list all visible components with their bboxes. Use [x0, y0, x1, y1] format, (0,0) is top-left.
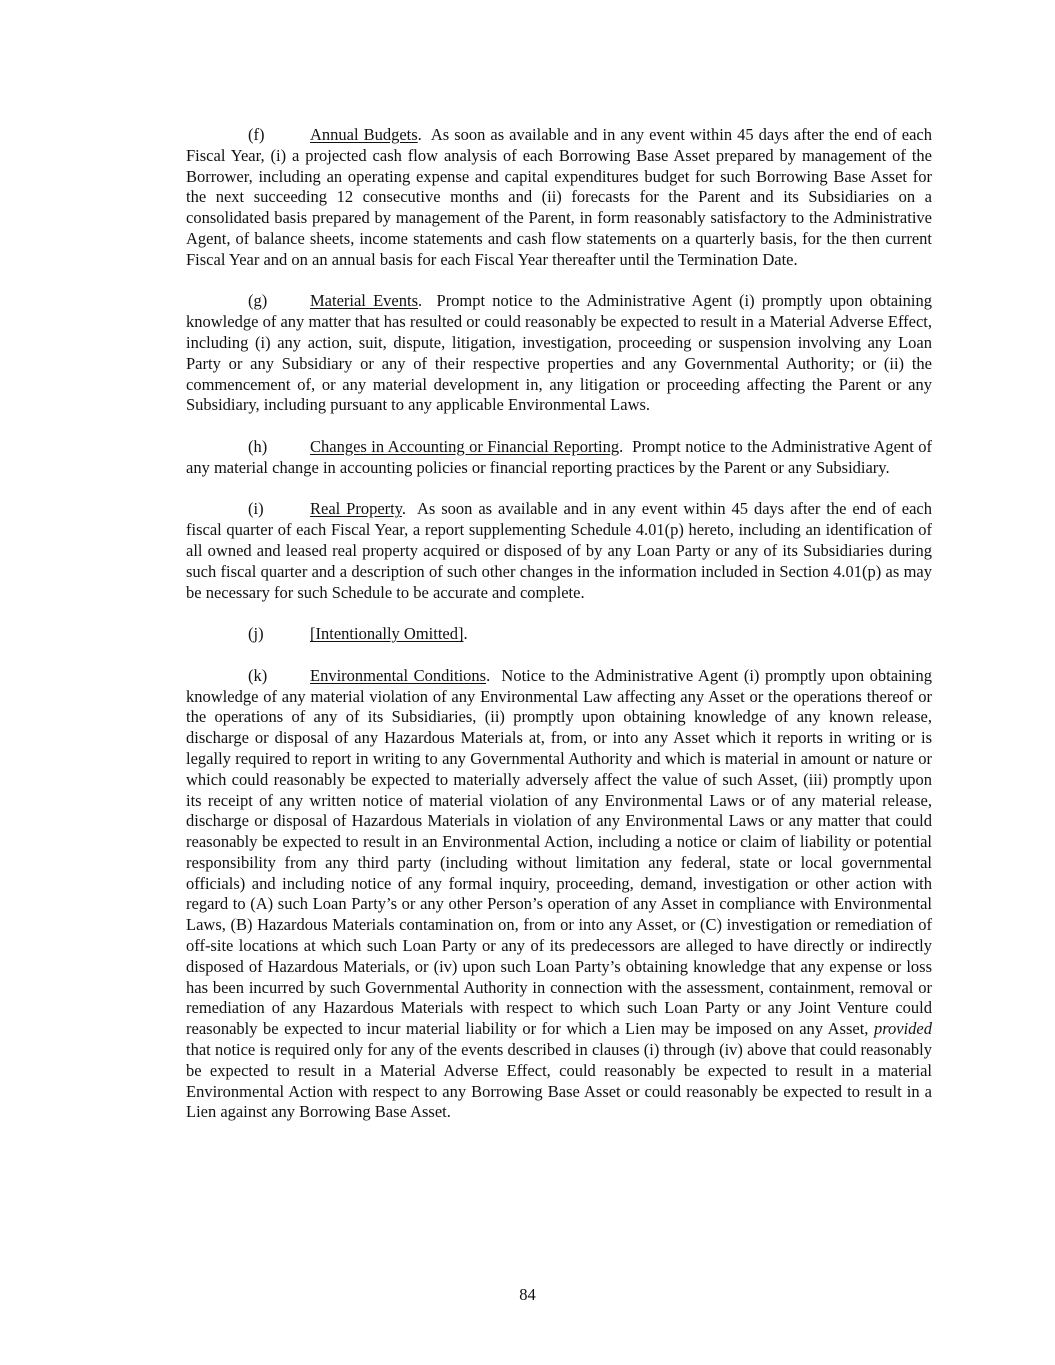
- section-body: Prompt notice to the Administrative Agent of any material change in accounting policies or financial reporting practices by the Parent or any Subsidiary.: [186, 436, 932, 477]
- section-h-paragraph: (h) Changes in Accounting or Financial Reporting. Prompt notice to the Administrative Agent of any material change in accounting policies or financial reporting practices by the Parent or any Subsidiary.: [186, 436, 932, 477]
- section-i-paragraph: (i) Real Property. As soon as available and in any event within 45 days after the end of each fiscal quarter of each Fiscal Year, a report supplementing Schedule 4.01(p) hereto, including an identification of all owned and leased real property acquired or disposed of by any Loan Party or any of its Subsidiaries during such fiscal quarter and a description of such other changes in the information included in Section 4.01(p) as may be necessary for such Schedule to be accurate and complete.: [186, 499, 932, 602]
- section-marker: (h): [248, 436, 268, 456]
- section-k-paragraph: (k) Environmental Conditions. Notice to the Administrative Agent (i) promptly upon obtaining knowledge of any material violation of any Environmental Law affecting any Asset or the operations thereof or the operations of any of its Subsidiaries, (ii) promptly upon obtaining knowledge of any known release, discharge or disposal of any Hazardous Materials at, from, or into any Asset which it reports in writing or is legally required to report in writing to any Governmental Authority and which is material in amount or nature or which could reasonably be expected to materially adversely affect the value of such Asset, (iii) promptly upon its receipt of any written notice of material violation of any Environmental Laws or of any material release, discharge or disposal of Hazardous Materials in violation of any Environmental Laws or any matter that could reasonably be expected to result in an Environmental Action, including a notice or claim of liability or potential responsibility from any third party (including without limitation any federal, state or local governmental officials) and including notice of any formal inquiry, proceeding, demand, investigation or other action with regard to (A) such Loan Party’s or any other Person’s operation of any Asset in compliance with Environmental Laws, (B) Hazardous Materials contamination on, from or into any Asset, or (C) investigation or remediation of off-site locations at which such Loan Party or any of its predecessors are alleged to have directly or indirectly disposed of Hazardous Materials, or (iv) upon such Loan Party’s obtaining knowledge that any expense or loss has been incurred by such Governmental Authority in connection with the assessment, containment, removal or remediation of any Hazardous Materials with respect to which such Loan Party or any Joint Venture could reasonably be expected to incur material liability or for which a Lien may be imposed on any Asset, provided that notice is required only for any of the events described in clauses (i) through (iv) above that could reasonably be expected to result in a Material Adverse Effect, could reasonably be expected to result in a material Environmental Action with respect to any Borrowing Base Asset or could reasonably be expected to result in a Lien against any Borrowing Base Asset.: [186, 665, 933, 1122]
- section-body: Notice to the Administrative Agent (i) promptly upon obtaining knowledge of any material violation of any Environmental Law affecting any Asset or the operations thereof or the operations of any of its Subsidiaries, (ii) promptly upon obtaining knowledge of any known release, discharge or disposal of any Hazardous Materials at, from, or into any Asset which it reports in writing or is legally required to report in writing to any Governmental Authority and which is material in amount or nature or which could reasonably be expected to materially adversely affect the value of such Asset, (iii) promptly upon its receipt of any written notice of material violation of any Environmental Laws or of any material release, discharge or disposal of Hazardous Materials in violation of any Environmental Laws or any matter that could reasonably be expected to result in an Environmental Action, including a notice or claim of liability or potential responsibility from any third party (including without limitation any federal, state or local governmental officials) and including notice of any formal inquiry, proceeding, demand, investigation or other action with regard to (A) such Loan Party’s or any other Person’s operation of any Asset in compliance with Environmental Laws, (B) Hazardous Materials contamination on, from or into any Asset, or (C) investigation or remediation of off-site locations at which such Loan Party or any of its predecessors are alleged to have directly or indirectly disposed of Hazardous Materials, or (iv) upon such Loan Party’s obtaining knowledge that any expense or loss has been incurred by such Governmental Authority in connection with the assessment, containment, removal or remediation of any Hazardous Materials with respect to which such Loan Party or any Joint Venture could reasonably be expected to incur material liability or for which a Lien may be imposed on any Asset,: [186, 665, 933, 1039]
- proviso-term: provided: [873, 1019, 932, 1039]
- section-g-paragraph: (g) Material Events. Prompt notice to the Administrative Agent (i) promptly upon obtaining knowledge of any matter that has resulted or could reasonably be expected to result in a Material Adverse Effect, including (i) any action, suit, dispute, litigation, investigation, proceeding or suspension involving any Loan Party or any Subsidiary or any of their respective properties and any Governmental Authority; or (ii) the commencement of, or any material development in, any litigation or proceeding affecting the Parent or any Subsidiary, including pursuant to any applicable Environmental Laws.: [186, 291, 933, 415]
- section-heading: Changes in Accounting or Financial Reporting: [310, 436, 620, 456]
- section-heading: [Intentionally Omitted]: [310, 624, 464, 644]
- section-body-continued: that notice is required only for any of the events described in clauses (i) through (iv) above that could reasonably be expected to result in a Material Adverse Effect, could reasonably be expected to result in a material Environmental Action with respect to any Borrowing Base Asset or could reasonably be expected to result in a Lien against any Borrowing Base Asset.: [186, 1040, 932, 1122]
- section-f-paragraph: (f) Annual Budgets. As soon as available and in any event within 45 days after the end of each Fiscal Year, (i) a projected cash flow analysis of each Borrowing Base Asset prepared by management of the Borrower, including an operating expense and capital expenditures budget for such Borrowing Base Asset for the next succeeding 12 consecutive months and (ii) forecasts for the Parent and its Subsidiaries on a consolidated basis prepared by management of the Parent, in form reasonably satisfactory to the Administrative Agent, of balance sheets, income statements and cash flow statements on a quarterly basis, for the then current Fiscal Year and on an annual basis for each Fiscal Year thereafter until the Termination Date.: [186, 125, 932, 269]
- section-body: Prompt notice to the Administrative Agent (i) promptly upon obtaining knowledge of any matter that has resulted or could reasonably be expected to result in a Material Adverse Effect, including (i) any action, suit, dispute, litigation, investigation, proceeding or suspension involving any Loan Party or any Subsidiary or any of their respective properties and any Governmental Authority; or (ii) the commencement of, or any material development in, any litigation or proceeding affecting the Parent or any Subsidiary, including pursuant to any applicable Environmental Laws.: [186, 291, 933, 415]
- section-heading: Annual Budgets: [310, 125, 418, 144]
- section-marker: (i): [248, 499, 264, 519]
- section-marker: (j): [248, 624, 264, 644]
- section-body: As soon as available and in any event within 45 days after the end of each fiscal quarter of each Fiscal Year, a report supplementing Schedule 4.01(p) hereto, including an identification of all owned and leased real property acquired or disposed of by any Loan Party or any of its Subsidiaries during such fiscal quarter and a description of such other changes in the information included in Section 4.01(p) as may be necessary for such Schedule to be accurate and complete.: [186, 499, 932, 602]
- section-heading: Material Events: [310, 291, 418, 311]
- section-j-paragraph: (j) [Intentionally Omitted].: [248, 624, 468, 644]
- page-number: 84: [519, 1285, 536, 1304]
- section-marker: (g): [248, 291, 268, 311]
- section-marker: (k): [248, 665, 268, 685]
- section-heading: Environmental Conditions: [310, 665, 487, 685]
- section-heading: Real Property: [310, 499, 402, 519]
- section-body: As soon as available and in any event within 45 days after the end of each Fiscal Year, (i) a projected cash flow analysis of each Borrowing Base Asset prepared by management of the Borrower, including an operating expense and capital expenditures budget for such Borrowing Base Asset for the next succeeding 12 consecutive months and (ii) forecasts for the Parent and its Subsidiaries on a consolidated basis prepared by management of the Parent, in form reasonably satisfactory to the Administrative Agent, of balance sheets, income statements and cash flow statements on a quarterly basis, for the then current Fiscal Year and on an annual basis for each Fiscal Year thereafter until the Termination Date.: [186, 125, 932, 269]
- document-page: [186, 125, 932, 1144]
- section-marker: (f): [248, 125, 265, 144]
